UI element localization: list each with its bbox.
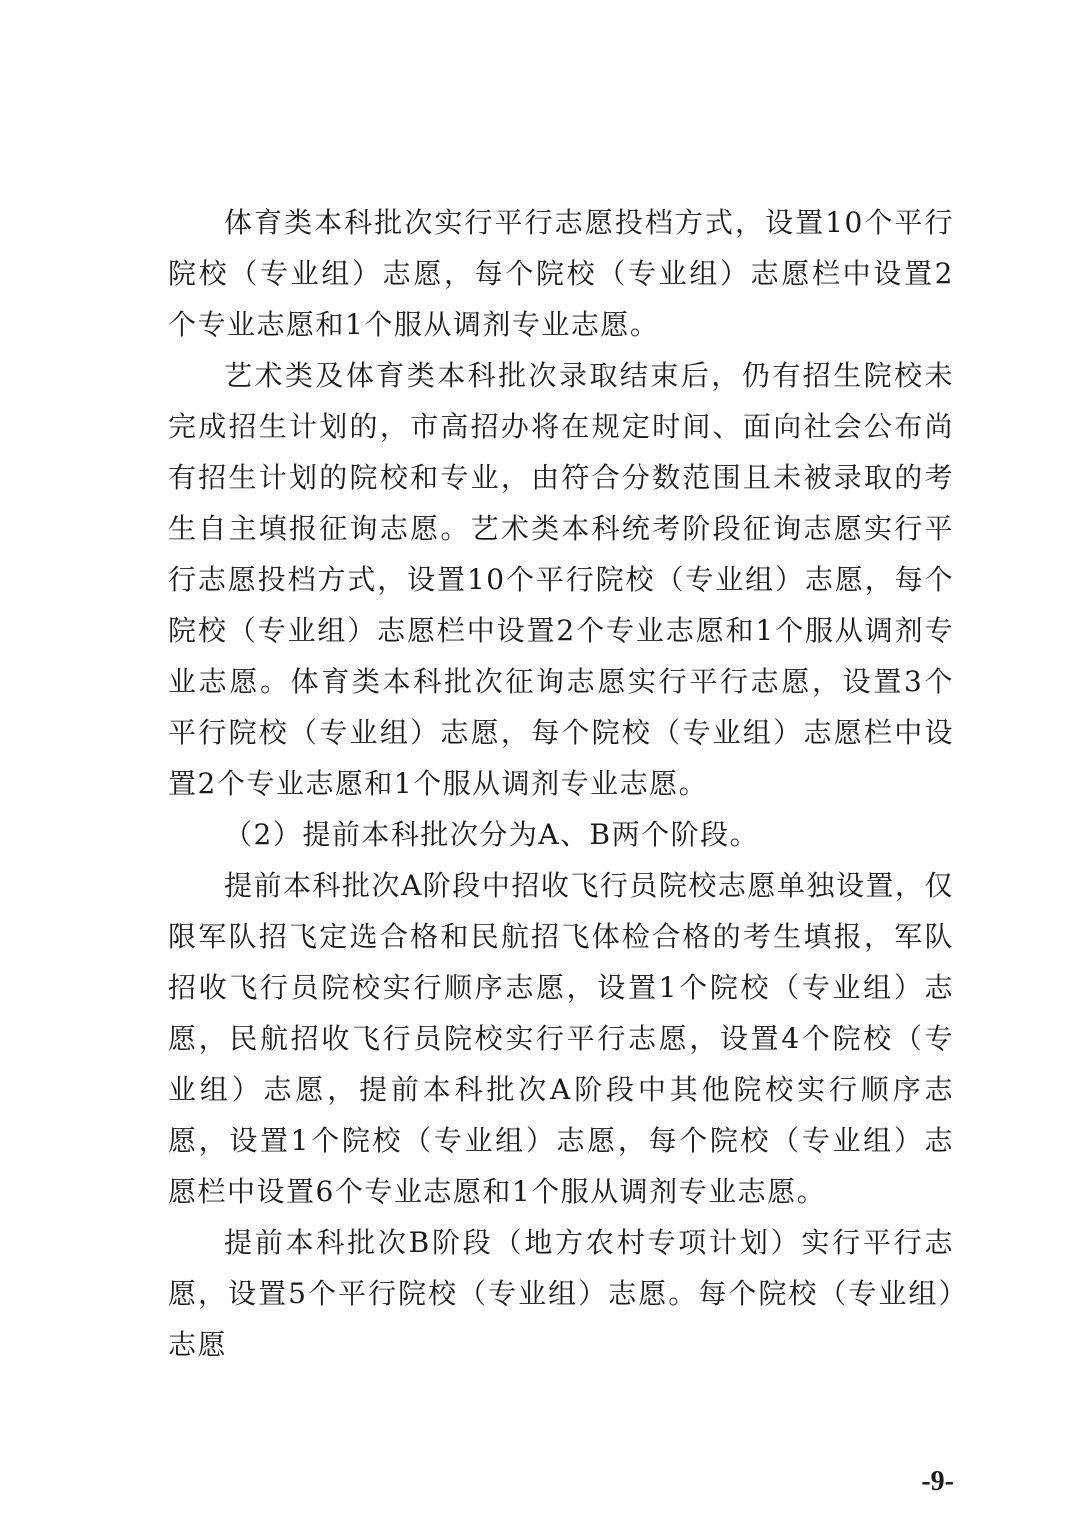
paragraph-early-batch-a: 提前本科批次A阶段中招收飞行员院校志愿单独设置，仅限军队招飞定选合格和民航招飞体检合格的考生填报，军队招收飞行员院校实行顺序志愿，设置1个院校（专业组）志愿，民航招收飞行员院校实行平行志愿，设置4个院校（专业组）志愿，提前本科批次A阶段中其他院校实行顺序志愿，设置1个院校（专业组）志愿，每个院校（专业组）志愿栏中设置6个专业志愿和1个服从调剂专业志愿。	[168, 869, 954, 1208]
paragraph-early-batch-heading: （2）提前本科批次分为A、B两个阶段。	[224, 818, 760, 851]
page-number: -9-	[921, 1466, 954, 1497]
paragraph-early-batch-b: 提前本科批次B阶段（地方农村专项计划）实行平行志愿，设置5个平行院校（专业组）志愿。每个院校（专业组）志愿	[168, 1226, 954, 1361]
paragraph-solicitation-volunteer: 艺术类及体育类本科批次录取结束后，仍有招生院校未完成招生计划的，市高招办将在规定时间、面向社会公布尚有招生计划的院校和专业，由符合分数范围且未被录取的考生自主填报征询志愿。艺术类本科统考阶段征询志愿实行平行志愿投档方式，设置10个平行院校（专业组）志愿，每个院校（专业组）志愿栏中设置2个专业志愿和1个服从调剂专业志愿。体育类本科批次征询志愿实行平行志愿，设置3个平行院校（专业组）志愿，每个院校（专业组）志愿栏中设置2个专业志愿和1个服从调剂专业志愿。	[168, 359, 954, 800]
paragraph-sports-undergraduate: 体育类本科批次实行平行志愿投档方式，设置10个平行院校（专业组）志愿，每个院校（专业组）志愿栏中设置2个专业志愿和1个服从调剂专业志愿。	[168, 206, 954, 341]
body-text	[168, 197, 954, 1370]
